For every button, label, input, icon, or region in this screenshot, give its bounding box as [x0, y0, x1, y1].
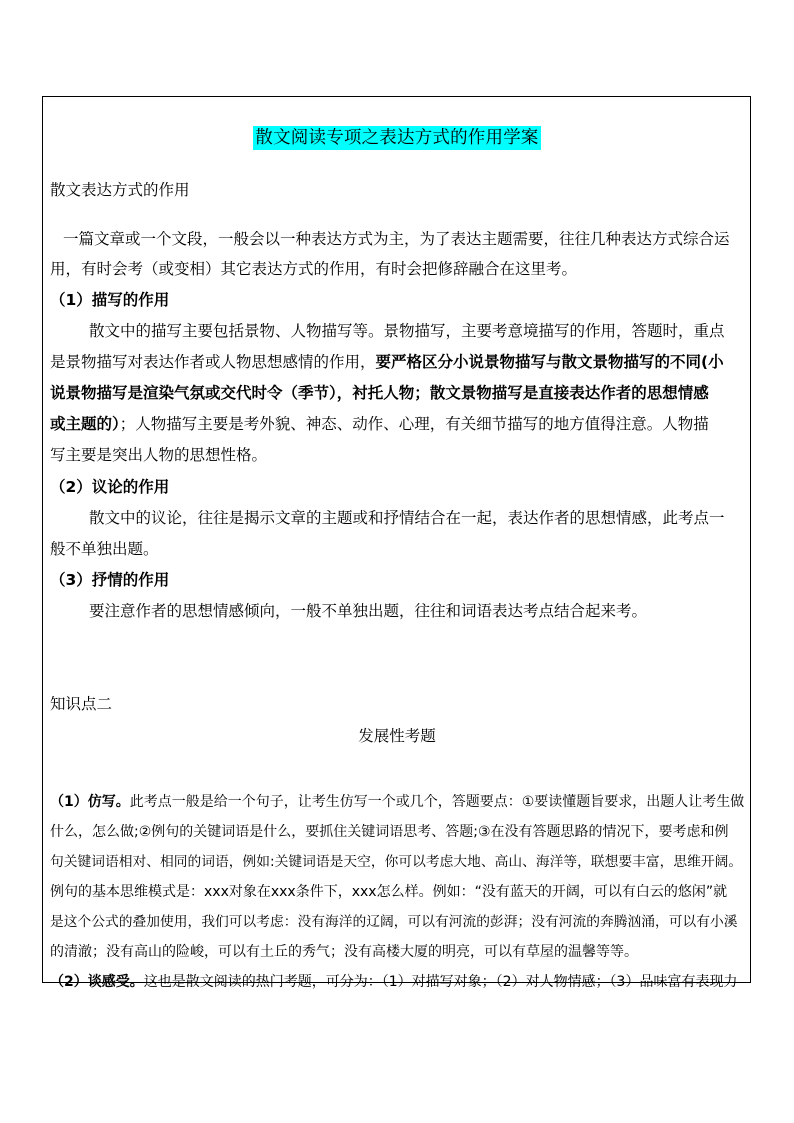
argue-line-1: 散文中的议论，往往是揭示文章的主题或和抒情结合在一起，表达作者的思想情感，此考点一: [89, 509, 725, 527]
imitate-line-5: 是这个公式的叠加使用，我们可以考虑：没有海洋的辽阔，可以有河流的彭湃；没有河流的奔腾汹涌，可以有小溪: [50, 914, 738, 930]
document-title: 散文阅读专项之表达方式的作用学案: [255, 128, 539, 148]
describe-line-2-bold: 要严格区分小说景物描写与散文景物描写的不同(小: [375, 353, 724, 371]
describe-line-1: 散文中的描写主要包括景物、人物描写等。景物描写，主要考意境描写的作用，答题时，重点: [89, 322, 725, 340]
describe-line-2: [50, 352, 724, 372]
section-heading: 散文表达方式的作用: [50, 181, 190, 199]
describe-line-5: 写主要是突出人物的思想性格。: [50, 446, 268, 464]
argue-line-2: 般不单独出题。: [50, 540, 159, 558]
title-block: [0, 126, 794, 150]
intro-line-2: 用，有时会考（或变相）其它表达方式的作用，有时会把修辞融合在这里考。: [50, 260, 578, 278]
feeling-line-1: [50, 972, 737, 992]
lyric-line-1: 要注意作者的思想情感倾向，一般不单独出题，往往和词语表达考点结合起来考。: [89, 602, 648, 620]
intro-line-1: 一篇文章或一个文段，一般会以一种表达方式为主，为了表达主题需要，往往几种表达方式综合运: [63, 230, 730, 248]
imitate-text-1: 此考点一般是给一个句子，让考生仿写一个或几个，答题要点：①要读懂题旨要求，出题人让考生做: [129, 794, 745, 810]
describe-line-4-bold: 或主题的）: [50, 415, 120, 433]
describe-line-2-normal: 是景物描写对表达作者或人物思想感情的作用，: [50, 353, 376, 371]
feeling-label: （2）谈感受。: [50, 974, 144, 990]
describe-heading: （1）描写的作用: [50, 291, 170, 309]
describe-line-4: [50, 414, 709, 434]
feeling-text-1: 这也是散文阅读的热门考题，可分为：（1）对描写对象；（2）对人物情感；（3）品味富有表现力: [143, 974, 738, 990]
argue-heading: （2）议论的作用: [50, 478, 170, 496]
imitate-line-1: [50, 792, 744, 812]
imitate-line-6: 的清澈；没有高山的险峻，可以有土丘的秀气；没有高楼大厦的明亮，可以有草屋的温馨等等。: [50, 944, 638, 960]
knowledge-point-label: 知识点二: [50, 695, 113, 713]
subtitle: 发展性考题: [358, 727, 436, 745]
describe-line-3: 说景物描写是渲染气氛或交代时令（季节），衬托人物；散文景物描写是直接表达作者的思想情感: [50, 384, 709, 402]
imitate-label: （1）仿写。: [50, 794, 130, 810]
imitate-line-4: 例句的基本思维模式是：xxx对象在xxx条件下，xxx怎么样。例如：“没有蓝天的开阔，可以有白云的悠闲”就: [50, 884, 728, 900]
imitate-line-3: 句关键词语相对、相同的词语，例如:关键词语是天空，你可以考虑大地、高山、海洋等，联想要丰富，思维开阔。: [50, 854, 743, 870]
lyric-heading: （3）抒情的作用: [50, 571, 170, 589]
describe-line-4-normal: ；人物描写主要是考外貌、神态、动作、心理，有关细节描写的地方值得注意。人物描: [119, 415, 709, 433]
imitate-line-2: 什么，怎么做;②例句的关键词语是什么，要抓住关键词语思考、答题;③在没有答题思路的情况下，要考虑和例: [50, 824, 729, 840]
